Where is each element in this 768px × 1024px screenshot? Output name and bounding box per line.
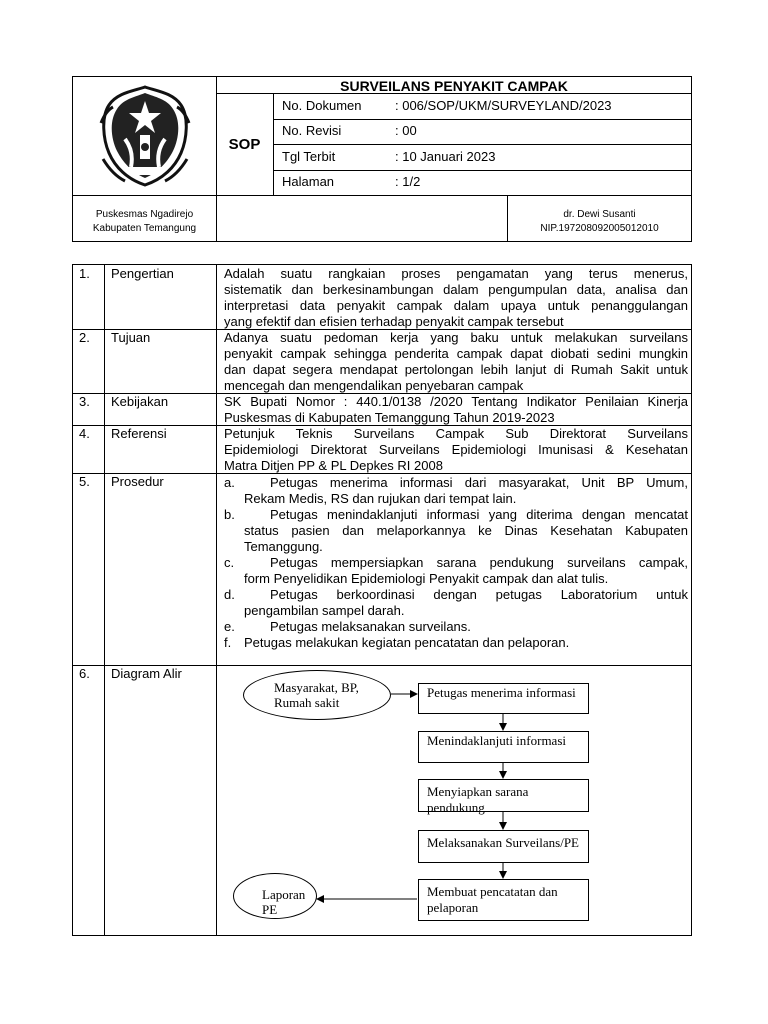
flow-start-node: Masyarakat, BP, Rumah sakit — [243, 670, 391, 720]
page-label: Halaman — [282, 174, 335, 189]
section-number: 4. — [79, 426, 90, 441]
procedure-step: Petugas menerima informasi dari masyarakat, Unit BP Umum, Rekam Medis, RS dan rujukan dari tempat lain. — [244, 475, 688, 506]
section-content: Petunjuk Teknis Surveilans Campak Sub Direktorat Surveilans Epidemiologi Direktorat Surveilans Epidemiologi Imunisasi & Kesehatan Matra Ditjen PP & PL Depkes RI 2008 — [224, 426, 688, 473]
page-value: : 1/2 — [395, 174, 421, 189]
section-title: Prosedur — [111, 474, 164, 489]
doc-number-value: : 006/SOP/UKM/SURVEYLAND/2023 — [395, 98, 612, 113]
section-number: 5. — [79, 474, 90, 489]
sop-content-table — [72, 264, 692, 936]
section-number: 3. — [79, 394, 90, 409]
regency-logo — [95, 83, 195, 189]
procedure-letter: f. — [224, 635, 232, 650]
section-content: Adalah suatu rangkaian proses pengamatan yang terus menerus, sistematik dan berkesinambungan dalam pengumpulan data, analisa dan interpretasi data penyakit campak dalam upaya untuk penanggulangan yang efektif dan efisien terhadap penyakit campak tersebut — [224, 266, 688, 329]
organization-name: Puskesmas Ngadirejo Kabupaten Temangung — [92, 209, 197, 234]
procedure-letter: d. — [224, 587, 235, 602]
issue-date-label: Tgl Terbit — [282, 149, 336, 164]
flow-step-node: Menindaklanjuti informasi — [418, 731, 589, 763]
section-title: Pengertian — [111, 266, 174, 281]
section-title: Diagram Alir — [111, 666, 182, 681]
section-content: Adanya suatu pedoman kerja yang baku untuk melakukan surveilans penyakit campak sehingga penderita campak dapat diobati sedini mungkin dan dapat segera mendapat pertolongan lebih lanjut di Rumah Sakit untuk mencegah dan mengendalikan penyebaran campak — [224, 330, 688, 393]
revision-label: No. Revisi — [282, 123, 342, 138]
document-title: SURVEILANS PENYAKIT CAMPAK — [340, 78, 568, 94]
procedure-letter: c. — [224, 555, 235, 570]
flow-step-node: Melaksanakan Surveilans/PE — [418, 830, 589, 863]
flow-end-node: Laporan PE — [233, 873, 317, 919]
section-title: Kebijakan — [111, 394, 169, 409]
procedure-step: Petugas melaksanakan surveilans. — [270, 619, 471, 634]
section-number: 2. — [79, 330, 90, 345]
procedure-step: Petugas melakukan kegiatan pencatatan dan pelaporan. — [244, 635, 570, 650]
document-header — [72, 76, 692, 242]
section-title: Referensi — [111, 426, 167, 441]
sop-label: SOP — [228, 136, 261, 153]
flow-arrows — [73, 265, 691, 935]
procedure-step: Petugas menindaklanjuti informasi yang diterima dengan mencatat status pasien dan melaporkannya ke Dinas Kesehatan Kabupaten Temanggung. — [244, 507, 688, 554]
flow-step-node: Membuat pencatatan dan pelaporan — [418, 879, 589, 921]
flow-step-node: Menyiapkan sarana pendukung — [418, 779, 589, 812]
procedure-letter: a. — [224, 475, 235, 490]
issue-date-value: : 10 Januari 2023 — [395, 149, 496, 164]
head-signature: dr. Dewi Susanti NIP.197208092005012010 — [540, 209, 659, 234]
revision-value: : 00 — [395, 123, 417, 138]
doc-number-label: No. Dokumen — [282, 98, 362, 113]
procedure-letter: e. — [224, 619, 235, 634]
procedure-letter: b. — [224, 507, 235, 522]
section-number: 6. — [79, 666, 90, 681]
section-content: SK Bupati Nomor : 440.1/0138 /2020 Tentang Indikator Penilaian Kinerja Puskesmas di Kabupaten Temanggung Tahun 2019-2023 — [224, 394, 688, 425]
procedure-step: Petugas berkoordinasi dengan petugas Laboratorium untuk pengambilan sampel darah. — [244, 587, 688, 618]
section-title: Tujuan — [111, 330, 151, 345]
section-number: 1. — [79, 266, 90, 281]
procedure-step: Petugas mempersiapkan sarana pendukung surveilans campak, form Penyelidikan Epidemiologi Penyakit campak dan alat tulis. — [244, 555, 688, 586]
flow-step-node: Petugas menerima informasi — [418, 683, 589, 714]
